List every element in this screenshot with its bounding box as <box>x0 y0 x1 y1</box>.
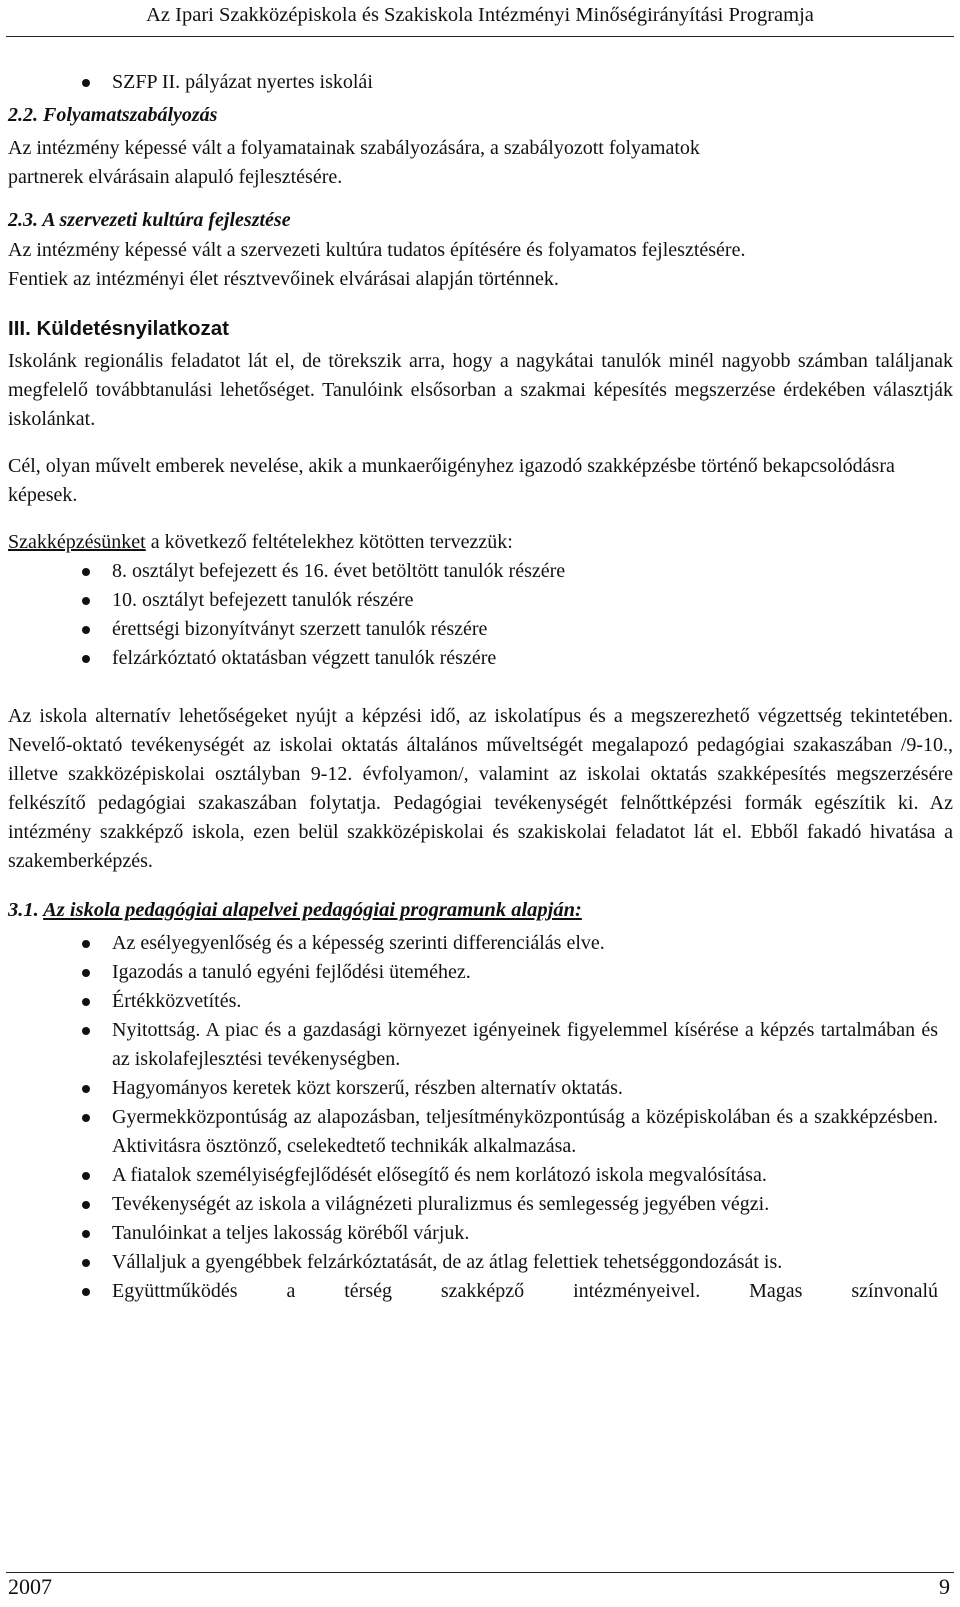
mission-paragraph-4: Az iskola alternatív lehetőségeket nyújt a képzési idő, az iskolatípus és a megszerezhető végzettség tekintetében. Nevelő-oktató tevékenységét az iskolai oktatás általános műveltségét megalapozó pedagógiai szakaszában /9-10., illetve szakközépiskolai osztályban 9-12. évfolyamon/, valamint az iskolai oktatás szakképesítés megszerzésére felkészítő pedagógiai szakaszában folytatja. Pedagógiai tevékenységét felnőttképzési formák egészítik ki. Az intézmény szakképző iskola, ezen belül szakközépiskolai és szakiskolai feladatot lát el. Ebből fakadó hivatása a szakemberképzés. <box>8 705 953 872</box>
list-item: Tevékenységét az iskola a világnézeti pluralizmus és semlegesség jegyében végzi. <box>8 1190 822 1219</box>
intro-text: a következő feltételekhez kötötten tervezzük: <box>145 531 513 553</box>
header-rule <box>6 36 954 37</box>
paragraph-line: Fentiek az intézményi élet résztvevőinek elvárásai alapján történnek. <box>8 268 559 290</box>
intro-list <box>8 68 953 97</box>
list-item: SZFP II. pályázat nyertes iskolái <box>8 68 953 97</box>
conditions-list <box>8 557 953 673</box>
section-heading-2-3: 2.3. A szervezeti kultúra fejlesztése <box>8 209 291 231</box>
page-content <box>8 68 953 1306</box>
list-item: Gyermekközpontúság az alapozásban, teljesítményközpontúság a középiskolában és a szakképzésben. Aktivitásra ösztönző, cselekedtető technikák alkalmazása. <box>8 1103 938 1161</box>
list-item: Vállaljuk a gyengébbek felzárkóztatását, de az átlag felettiek tehetséggondozását is. <box>8 1248 938 1277</box>
list-item: A fiatalok személyiségfejlődését elősegítő és nem korlátozó iskola megvalósítása. <box>8 1161 822 1190</box>
list-item: Értékközvetítés. <box>8 987 938 1016</box>
emphasis-text: Szakképzésünket <box>8 531 146 553</box>
paragraph-line: partnerek elvárásain alapuló fejlesztésére. <box>8 166 343 188</box>
list-item: érettségi bizonyítványt szerzett tanulók részére <box>8 615 953 644</box>
running-header: Az Ipari Szakközépiskola és Szakiskola Intézményi Minőségirányítási Programja <box>146 4 814 26</box>
footer-rule <box>6 1572 954 1573</box>
principles-list <box>8 929 938 1306</box>
footer-year: 2007 <box>8 1574 52 1599</box>
heading-number: 3.1. <box>8 899 44 921</box>
mission-paragraph-2: Cél, olyan művelt emberek nevelése, akik a munkaerőigényhez igazodó szakképzésbe történő bekapcsolódásra képesek. <box>8 455 895 506</box>
list-item: Igazodás a tanuló egyéni fejlődési üteméhez. <box>8 958 938 987</box>
heading-text: Az iskola pedagógiai alapelvei pedagógiai programunk alapján: <box>43 899 582 921</box>
list-item: Nyitottság. A piac és a gazdasági környezet igényeinek figyelemmel kísérése a képzés tartalmában és az iskolafejlesztési tevékenységben. <box>8 1016 938 1074</box>
list-item: Együttműködés a térség szakképző intézményeivel. Magas színvonalú <box>8 1277 938 1306</box>
list-item: felzárkóztató oktatásban végzett tanulók részére <box>8 644 953 673</box>
list-item: Tanulóinkat a teljes lakosság köréből várjuk. <box>8 1219 938 1248</box>
section-heading-2-2: 2.2. Folyamatszabályozás <box>8 104 218 126</box>
list-item: 10. osztályt befejezett tanulók részére <box>8 586 953 615</box>
page-number: 9 <box>939 1574 950 1599</box>
list-item: 8. osztályt befejezett és 16. évet betöltött tanulók részére <box>8 557 953 586</box>
list-item: Az esélyegyenlőség és a képesség szerinti differenciálás elve. <box>8 929 938 958</box>
paragraph-line: Az intézmény képessé vált a szervezeti kultúra tudatos építésére és folyamatos fejlesztésére. <box>8 239 746 261</box>
training-conditions-intro <box>8 528 953 557</box>
mission-paragraph-1: Iskolánk regionális feladatot lát el, de törekszik arra, hogy a nagykátai tanulók minél nagyobb számban találjanak megfelelő továbbtanulási lehetőséget. Tanulóink elsősorban a szakmai képesítés megszerzése érdekében választják iskolánkat. <box>8 350 953 430</box>
section-heading-3: III. Küldetésnyilatkozat <box>8 317 229 340</box>
paragraph-line: Az intézmény képessé vált a folyamatainak szabályozására, a szabályozott folyamatok <box>8 137 700 159</box>
list-item: Hagyományos keretek közt korszerű, részben alternatív oktatás. <box>8 1074 938 1103</box>
section-heading-3-1 <box>8 896 953 925</box>
